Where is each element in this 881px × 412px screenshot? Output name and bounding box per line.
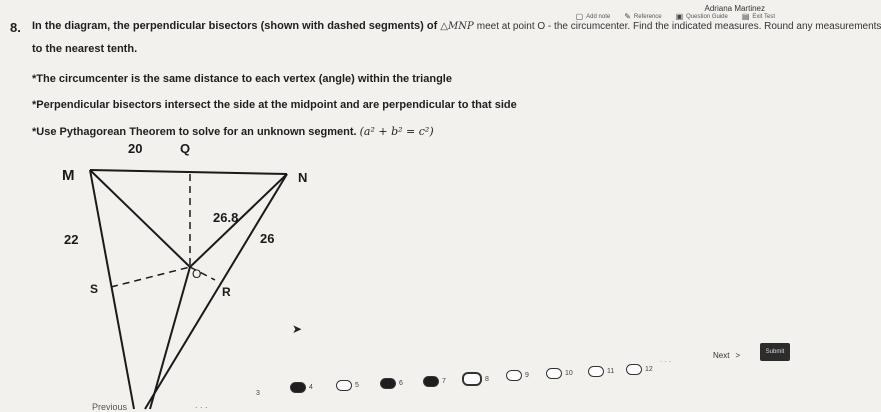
question-11-label: 11: [607, 368, 615, 375]
question-5-status-icon: [336, 380, 352, 391]
question-5-button[interactable]: [336, 380, 359, 391]
hint-pythagorean-text: *Use Pythagorean Theorem to solve for an unknown segment.: [32, 126, 357, 138]
question-4-label: 4: [309, 384, 313, 391]
question-3-button[interactable]: [256, 390, 260, 397]
question-number: 8.: [10, 20, 21, 35]
bisector-os: [111, 267, 190, 287]
next-button[interactable]: [713, 351, 740, 360]
question-10-button[interactable]: [546, 368, 573, 379]
chevron-right-icon: >: [735, 351, 741, 360]
side-mn: [90, 170, 287, 174]
question-4-check-icon: [290, 382, 306, 393]
more-indicator: . . .: [660, 355, 672, 364]
label-s: S: [90, 282, 99, 296]
question-12-label: 12: [645, 366, 653, 373]
question-6-button[interactable]: [380, 378, 403, 389]
question-pager: [240, 368, 670, 398]
question-9-status-icon: [506, 370, 522, 381]
triangle-name: △MNP: [440, 21, 474, 32]
add-note-label: Add note: [586, 13, 611, 20]
question-8-button[interactable]: [462, 372, 489, 386]
question-7-check-icon: [423, 376, 439, 387]
question-11-status-icon: [588, 366, 604, 377]
user-name: Adriana Martinez: [704, 4, 765, 13]
label-q: Q: [180, 141, 191, 156]
question-line1-rest: meet at point O - the circumcenter. Find the indicated measures. Round any measurements: [476, 21, 881, 32]
question-guide-label: Question Guide: [686, 13, 728, 20]
label-n: N: [298, 170, 308, 185]
note-icon: ▢: [575, 12, 584, 21]
question-8-status-icon: [462, 372, 482, 386]
question-8-label: 8: [485, 375, 489, 383]
reference-label: Reference: [633, 13, 662, 20]
label-ms: 22: [64, 232, 79, 247]
question-line2: to the nearest tenth.: [32, 43, 138, 55]
question-7-label: 7: [442, 378, 446, 385]
question-12-button[interactable]: [626, 364, 653, 375]
question-line1-bold: In the diagram, the perpendicular bisectors (shown with dashed segments) of: [32, 20, 438, 32]
question-11-button[interactable]: [588, 366, 614, 377]
question-12-status-icon: [626, 364, 642, 375]
question-4-button[interactable]: [290, 382, 313, 393]
reference-icon: ✎: [624, 12, 631, 21]
question-6-check-icon: [380, 378, 396, 389]
question-9-label: 9: [525, 372, 529, 379]
label-o: O: [192, 267, 202, 281]
question-6-label: 6: [399, 380, 403, 387]
question-3-label: 3: [256, 390, 260, 397]
label-m: M: [62, 167, 75, 184]
question-10-status-icon: [546, 368, 562, 379]
guide-icon: ▣: [675, 12, 684, 21]
previous-button[interactable]: Previous: [92, 402, 128, 412]
label-rn: 26: [260, 231, 275, 246]
question-10-label: 10: [565, 370, 573, 377]
exit-test-label: Exit Test: [752, 13, 775, 20]
hint-bisectors: *Perpendicular bisectors intersect the side at the midpoint and are perpendicular to that side: [32, 99, 517, 111]
pager-dots: . . .: [195, 400, 208, 410]
question-5-label: 5: [355, 382, 359, 389]
question-9-button[interactable]: [506, 370, 529, 381]
label-on: 26.8: [213, 210, 239, 225]
submit-button[interactable]: Submit: [760, 343, 790, 361]
next-label: Next: [713, 351, 730, 360]
hint-circumcenter: *The circumcenter is the same distance to each vertex (angle) within the triangle: [32, 73, 452, 85]
segment-po: [150, 267, 190, 409]
exit-icon: ▤: [741, 12, 750, 21]
pythagorean-formula: (a² + b² = c²): [359, 125, 434, 138]
question-7-button[interactable]: [423, 376, 446, 387]
mouse-pointer-icon: ➤: [292, 322, 303, 336]
label-mq: 20: [128, 141, 143, 156]
label-r: R: [222, 285, 231, 299]
